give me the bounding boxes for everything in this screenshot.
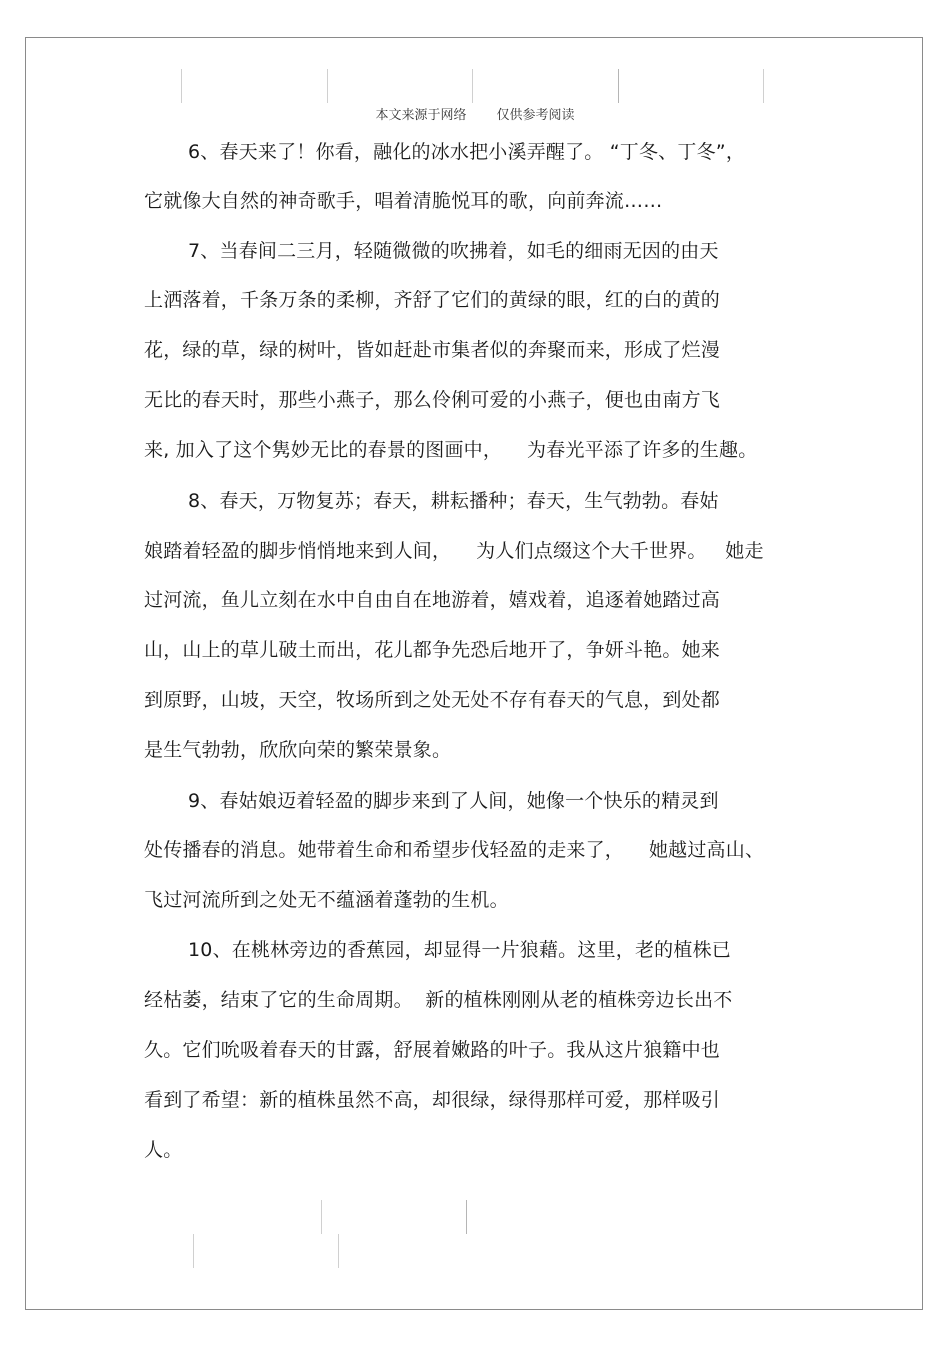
decorative-tick [763, 69, 764, 103]
source-note [0, 104, 950, 123]
page-border [25, 37, 923, 1310]
decorative-tick [181, 69, 182, 103]
decorative-tick [466, 1200, 467, 1234]
paragraph-line: 到原野，山坡，天空，牧场所到之处无处不存有春天的气息，到处都 [144, 689, 721, 711]
paragraph-line: 山，山上的草儿破土而出，花儿都争先恐后地开了，争妍斗艳。她来 [144, 639, 721, 661]
source-note-left: 本文来源于网络 [375, 108, 467, 123]
paragraph-line: 飞过河流所到之处无不蕴涵着蓬勃的生机。 [144, 889, 509, 911]
paragraph-line: 久。它们吮吸着春天的甘露，舒展着嫩路的叶子。我从这片狼籍中也 [144, 1039, 721, 1061]
paragraph-line: 娘踏着轻盈的脚步悄悄地来到人间， 为人们点缀这个大千世界。 她走 [144, 540, 764, 562]
decorative-tick [338, 1234, 339, 1268]
decorative-tick [472, 69, 473, 103]
paragraph-line: 人。 [144, 1139, 183, 1161]
paragraph-line: 是生气勃勃，欣欣向荣的繁荣景象。 [144, 739, 452, 761]
paragraph-line: 10、在桃林旁边的香蕉园，却显得一片狼藉。这里，老的植株已 [188, 939, 731, 961]
decorative-tick [618, 69, 619, 103]
paragraph-line: 8、春天，万物复苏；春天，耕耘播种；春天，生气勃勃。春姑 [188, 490, 719, 512]
paragraph-line: 经枯萎，结束了它的生命周期。 新的植株刚刚从老的植株旁边长出不 [144, 989, 733, 1011]
paragraph-line: 过河流，鱼儿立刻在水中自由自在地游着，嬉戏着，追逐着她踏过高 [144, 589, 721, 611]
paragraph-line: 6、春天来了！你看，融化的冰水把小溪弄醒了。 “丁冬、丁冬”， [188, 141, 746, 163]
paragraph-line: 无比的春天时，那些小燕子，那么伶俐可爱的小燕子，便也由南方飞 [144, 389, 721, 411]
decorative-tick [321, 1200, 322, 1234]
paragraph-line: 花，绿的草，绿的树叶，皆如赶赴市集者似的奔聚而来，形成了烂漫 [144, 339, 721, 361]
paragraph-line: 看到了希望：新的植株虽然不高，却很绿，绿得那样可爱，那样吸引 [144, 1089, 721, 1111]
decorative-tick [327, 69, 328, 103]
decorative-tick [193, 1234, 194, 1268]
paragraph-line: 上洒落着，千条万条的柔柳，齐舒了它们的黄绿的眼，红的白的黄的 [144, 289, 721, 311]
paragraph-line: 处传播春的消息。她带着生命和希望步伐轻盈的走来了， 她越过高山、 [144, 839, 765, 861]
paragraph-line: 7、当春间二三月，轻随微微的吹拂着，如毛的细雨无因的由天 [188, 240, 719, 262]
paragraph-line: 9、春姑娘迈着轻盈的脚步来到了人间，她像一个快乐的精灵到 [188, 790, 719, 812]
paragraph-line: 它就像大自然的神奇歌手，唱着清脆悦耳的歌，向前奔流…… [144, 190, 663, 212]
paragraph-line: 来, 加入了这个隽妙无比的春景的图画中， 为春光平添了许多的生趣。 [144, 439, 758, 461]
source-note-right: 仅供参考阅读 [496, 108, 575, 123]
